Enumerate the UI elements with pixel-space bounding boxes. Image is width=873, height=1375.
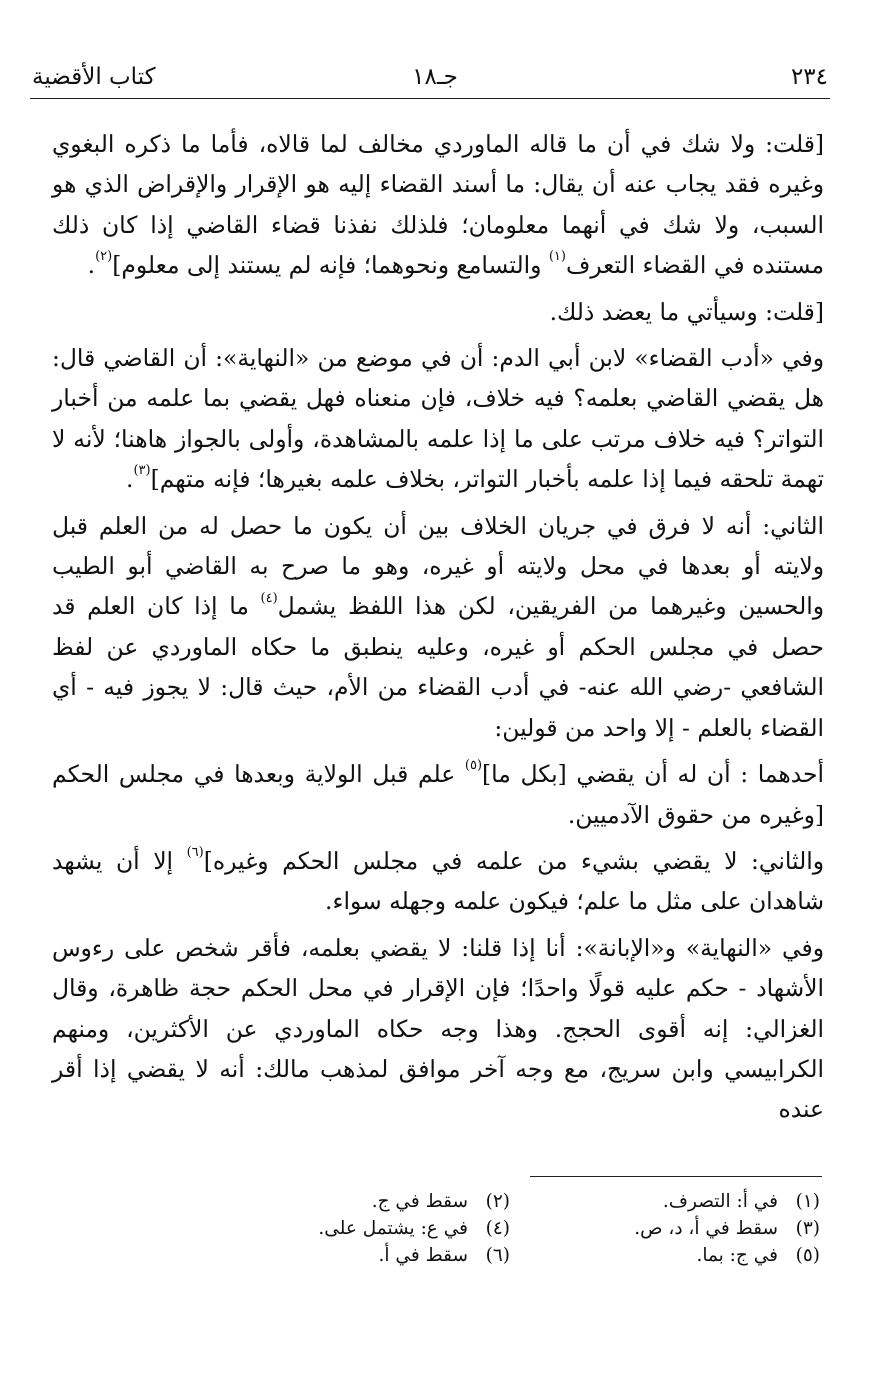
footnote-5: [510, 1242, 820, 1269]
text-run: وفي «أدب القضاء» لابن أبي الدم: أن في موضع من «النهاية»: أن القاضي قال: هل يقضي القاضي بعلمه؟ فيه خلاف، فإن منعناه فهل يقضي بما علمه من أخبار التواتر؟ فيه خلاف مرتب على ما إذا علمه بالمشاهدة، وأولى بالجواز هاهنا؛ لأنه لا تهمة تلحقه فيما إذا علمه بأخبار التواتر، بخلاف علمه بغيرها؛ فإنه متهم]: [52, 344, 824, 494]
footnote-1: [510, 1188, 820, 1215]
paragraph: [52, 928, 824, 1130]
footnote-text: في أ: التصرف.: [662, 1191, 778, 1212]
paragraph: [52, 506, 824, 748]
paragraph: [52, 754, 824, 835]
footnote-number: (٢): [485, 1191, 510, 1212]
book-title: كتاب الأقضية: [32, 64, 156, 90]
header-rule: [30, 98, 830, 99]
footnote-marker: (٦): [186, 845, 204, 861]
footnote-marker: (٣): [133, 463, 151, 479]
text-run: [قلت: ولا شك في أن ما قاله الماوردي مخالف لما قالاه، فأما ما ذكره البغوي وغيره فقد يجاب عنه أن يقال: ما أسند القضاء إليه هو الإقرار والإقراض الذي هو السبب، ولا شك في أنهما معلومان؛ فلذلك نفذنا قضاء القاضي إذا كان ذلك مستنده في القضاء التعرف: [52, 130, 824, 280]
text-run: .: [87, 251, 96, 280]
footnote-3: [510, 1215, 820, 1242]
text-run: ما إذا كان العلم قد حصل في مجلس الحكم أو غيره، وعليه ينطبق ما حكاه الماوردي عن لفظ الشافعي -رضي الله عنه- في أدب القضاء من الأم، حيث قال: لا يجوز فيه - أي القضاء بالعلم - إلا واحد من قولين:: [52, 592, 824, 742]
footnote-number: (٤): [485, 1218, 510, 1239]
text-run: والتسامع ونحوهما؛ فإنه لم يستند إلى معلوم]: [112, 251, 549, 280]
page-number: ٢٣٤: [790, 64, 828, 90]
text-run: والثاني: لا يقضي بشيء من علمه في مجلس الحكم وغيره]: [203, 846, 824, 875]
footnotes: [200, 1188, 820, 1269]
main-text: [52, 124, 824, 1136]
paragraph: [52, 292, 824, 332]
footnote-text: سقط في ج.: [371, 1191, 468, 1212]
footnote-marker: (٥): [464, 758, 483, 774]
footnote-number: (٥): [795, 1245, 820, 1266]
text-run: علم قبل الولاية وبعدها في مجلس الحكم [وغيره من حقوق الآدميين.: [52, 760, 824, 829]
footnote-text: سقط في أ.: [378, 1245, 468, 1266]
footnote-text: سقط في أ، د، ص.: [634, 1218, 778, 1239]
footnote-4: [200, 1215, 510, 1242]
footnote-2: [200, 1188, 510, 1215]
paragraph: [52, 124, 824, 286]
footnote-row: [200, 1242, 820, 1269]
footnote-row: [200, 1188, 820, 1215]
footnote-marker: (٢): [95, 249, 113, 265]
footnote-marker: (١): [548, 249, 566, 265]
running-header: [30, 58, 830, 98]
footnote-text: في ج: بما.: [696, 1245, 778, 1266]
footnote-number: (٣): [795, 1218, 820, 1239]
footnote-6: [200, 1242, 510, 1269]
footnote-text: في ع: يشتمل على.: [318, 1218, 468, 1239]
footnote-marker: (٤): [260, 590, 278, 606]
footnote-number: (٦): [485, 1245, 510, 1266]
text-run: أحدهما : أن له أن يقضي [بكل ما]: [482, 760, 825, 789]
text-run: إلا أن يشهد شاهدان على مثل ما علم؛ فيكون علمه وجهله سواء.: [52, 846, 824, 916]
text-run: وفي «النهاية» و«الإبانة»: أنا إذا قلنا: لا يقضي بعلمه، فأقر شخص على رءوس الأشهاد - حكم عليه قولًا واحدًا؛ فإن الإقرار في محل الحكم حجة ظاهرة، وقال الغزالي: إنه أقوى الحجج. وهذا وجه حكاه الماوردي عن الأكثرين، ومنهم الكرابيسي وابن سريج، مع وجه آخر موافق لمذهب مالك: أنه لا يقضي إذا أقر عنده: [52, 933, 824, 1124]
volume-number: جـ١٨: [412, 64, 458, 90]
footnote-separator: [530, 1176, 822, 1177]
paragraph: [52, 841, 824, 922]
footnote-row: [200, 1215, 820, 1242]
text-run: الثاني: أنه لا فرق في جريان الخلاف بين أن يكون ما حصل له من العلم قبل ولايته أو بعدها في محل ولايته أو غيره، وهو ما صرح به القاضي أبو الطيب والحسين وغيرهما من الفريقين، لكن هذا اللفظ يشمل: [52, 511, 824, 621]
text-run: [قلت: وسيأتي ما يعضد ذلك.: [549, 297, 824, 326]
paragraph: [52, 338, 824, 500]
footnote-number: (١): [795, 1191, 820, 1212]
text-run: .: [126, 465, 134, 494]
